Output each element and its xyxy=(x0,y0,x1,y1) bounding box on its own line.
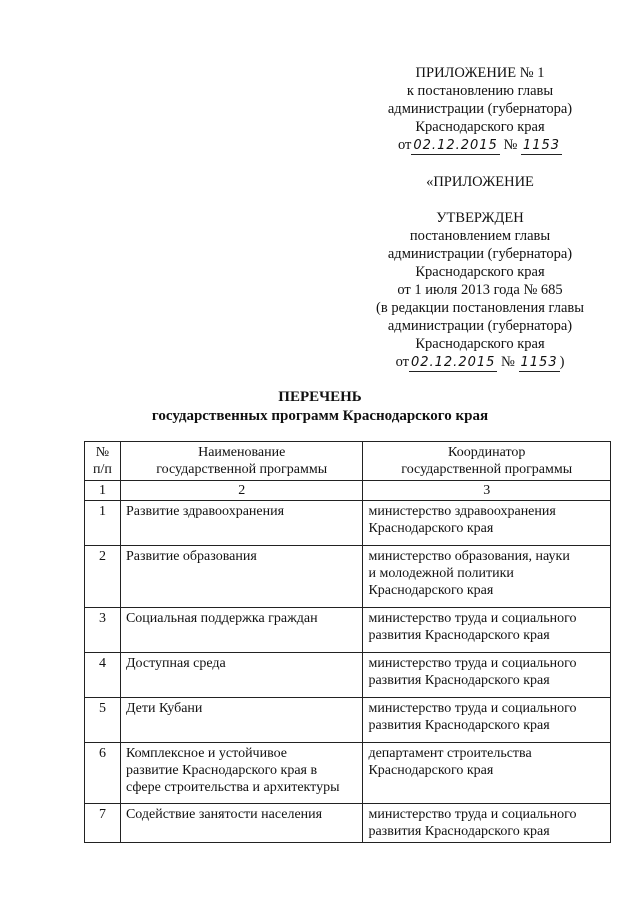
header-text: п/п xyxy=(93,462,112,477)
coordinator-line: министерство труда и социального xyxy=(368,656,577,671)
header-text: государственной программы xyxy=(156,462,328,477)
appendix-line: к постановлению главы xyxy=(406,83,554,99)
program-name-line: Комплексное и устойчивое xyxy=(125,746,287,761)
program-name xyxy=(120,743,363,804)
row-number: 1 xyxy=(85,501,121,546)
programs-table xyxy=(84,441,611,843)
header-coordinator xyxy=(363,442,611,481)
title-line: ПЕРЕЧЕНЬ xyxy=(278,389,362,405)
coordinator-line: развития Краснодарского края xyxy=(368,628,550,643)
program-coordinator xyxy=(363,698,611,743)
approved-line: постановлением главы xyxy=(409,228,551,244)
coordinator-line: министерство здравоохранения xyxy=(368,504,556,519)
approved-heading: УТВЕРЖДЕН xyxy=(436,210,524,226)
column-number: 3 xyxy=(363,481,611,501)
table-row xyxy=(85,698,611,743)
approved-line: администрации (губернатора) xyxy=(387,246,573,262)
quote-title: «ПРИЛОЖЕНИЕ xyxy=(426,174,534,190)
approved-line: Краснодарского края xyxy=(415,336,545,352)
approved-line: администрации (губернатора) xyxy=(387,318,573,334)
approved-line: от 1 июля 2013 года № 685 xyxy=(397,282,563,298)
date-prefix: от xyxy=(395,354,409,370)
row-number: 5 xyxy=(85,698,121,743)
program-name xyxy=(120,608,363,653)
approved-line: (в редакции постановления главы xyxy=(376,300,584,316)
coordinator-line: Краснодарского края xyxy=(368,763,494,778)
handwritten-number: 1153 xyxy=(522,138,561,153)
coordinator-line: департамент строительства xyxy=(368,746,532,761)
program-name xyxy=(120,804,363,843)
number-prefix: № xyxy=(503,137,518,153)
title-subline: государственных программ Краснодарского края xyxy=(151,408,489,424)
coordinator-line: министерство труда и социального xyxy=(368,807,577,822)
header-number xyxy=(85,442,121,481)
coordinator-line: министерство труда и социального xyxy=(368,701,577,716)
appendix-block xyxy=(355,64,605,372)
appendix-line: администрации (губернатора) xyxy=(387,101,573,117)
coordinator-line: министерство образования, науки xyxy=(368,549,570,564)
closing-paren: ) xyxy=(559,354,565,370)
coordinator-line: Краснодарского края xyxy=(368,583,494,598)
program-coordinator xyxy=(363,501,611,546)
handwritten-date: 02.12.2015 xyxy=(410,355,496,370)
row-number: 7 xyxy=(85,804,121,843)
handwritten-number: 1153 xyxy=(520,355,558,370)
column-number: 2 xyxy=(120,481,363,501)
document-title xyxy=(0,388,640,426)
number-prefix: № xyxy=(501,354,515,370)
header-text: Наименование xyxy=(198,445,286,460)
approved-date-line xyxy=(355,353,605,372)
appendix-line: Краснодарского края xyxy=(415,119,545,135)
program-name-line: Содействие занятости населения xyxy=(125,807,323,822)
program-name-line: Дети Кубани xyxy=(125,701,203,716)
row-number: 4 xyxy=(85,653,121,698)
program-name xyxy=(120,546,363,608)
coordinator-line: развития Краснодарского края xyxy=(368,673,550,688)
column-number: 1 xyxy=(85,481,121,501)
program-coordinator xyxy=(363,546,611,608)
table-row xyxy=(85,608,611,653)
column-numbers-row xyxy=(85,481,611,501)
table-header-row xyxy=(85,442,611,481)
approved-line: Краснодарского края xyxy=(415,264,545,280)
program-name xyxy=(120,698,363,743)
program-name-line: Развитие образования xyxy=(125,549,257,564)
program-name-line: сфере строительства и архитектуры xyxy=(125,780,340,795)
date-prefix: от xyxy=(397,137,412,153)
program-name-line: Развитие здравоохранения xyxy=(125,504,285,519)
program-name-line: развитие Краснодарского края в xyxy=(125,763,318,778)
appendix-date-line xyxy=(355,136,605,155)
coordinator-line: министерство труда и социального xyxy=(368,611,577,626)
program-coordinator xyxy=(363,743,611,804)
program-name xyxy=(120,653,363,698)
program-name-line: Доступная среда xyxy=(125,656,226,671)
program-coordinator xyxy=(363,653,611,698)
program-coordinator xyxy=(363,608,611,653)
program-name xyxy=(120,501,363,546)
header-text: № xyxy=(95,445,110,460)
coordinator-line: Краснодарского края xyxy=(368,521,494,536)
table-row xyxy=(85,501,611,546)
table-row xyxy=(85,804,611,843)
row-number: 2 xyxy=(85,546,121,608)
program-name-line: Социальная поддержка граждан xyxy=(125,611,318,626)
header-text: государственной программы xyxy=(401,462,573,477)
program-coordinator xyxy=(363,804,611,843)
appendix-title: ПРИЛОЖЕНИЕ № 1 xyxy=(415,65,545,81)
header-text: Координатор xyxy=(448,445,526,460)
table-row xyxy=(85,653,611,698)
handwritten-date: 02.12.2015 xyxy=(413,138,498,153)
coordinator-line: развития Краснодарского края xyxy=(368,718,550,733)
table-row xyxy=(85,743,611,804)
row-number: 3 xyxy=(85,608,121,653)
coordinator-line: развития Краснодарского края xyxy=(368,824,550,839)
row-number: 6 xyxy=(85,743,121,804)
header-name xyxy=(120,442,363,481)
coordinator-line: и молодежной политики xyxy=(368,566,514,581)
table-row xyxy=(85,546,611,608)
